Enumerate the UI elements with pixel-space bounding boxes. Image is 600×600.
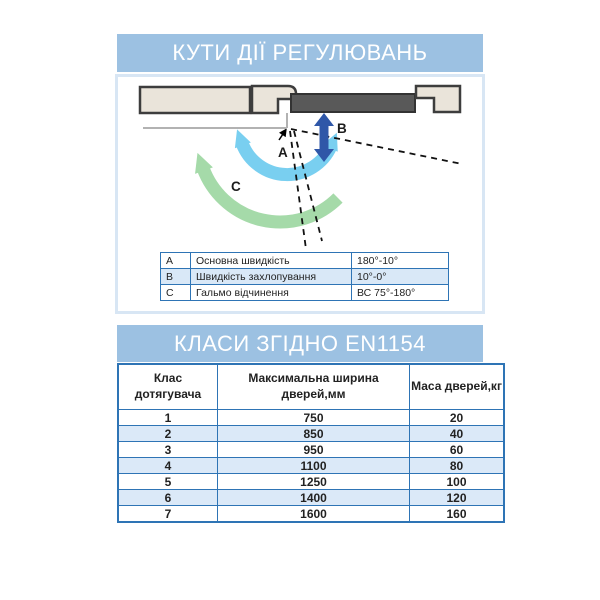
label-a: A bbox=[278, 145, 288, 160]
width-cell: 1250 bbox=[218, 474, 410, 490]
table-row bbox=[161, 285, 449, 301]
en1154-classes-table bbox=[117, 363, 505, 523]
width-cell: 1600 bbox=[218, 506, 410, 523]
class-cell: 3 bbox=[118, 442, 218, 458]
mass-cell: 20 bbox=[410, 410, 505, 426]
table-row bbox=[161, 253, 449, 269]
mass-cell: 100 bbox=[410, 474, 505, 490]
slide-rail bbox=[291, 94, 415, 112]
mass-cell: 160 bbox=[410, 506, 505, 523]
table-row bbox=[118, 490, 504, 506]
width-cell: 850 bbox=[218, 426, 410, 442]
column-header-mass: Маса дверей,кг bbox=[410, 364, 505, 410]
column-header-width: Максимальна ширина дверей,мм bbox=[218, 364, 410, 410]
table-row bbox=[118, 458, 504, 474]
class-cell: 4 bbox=[118, 458, 218, 474]
class-cell: 7 bbox=[118, 506, 218, 523]
table-row bbox=[118, 442, 504, 458]
door-closer-diagram bbox=[118, 77, 482, 253]
table-header-row bbox=[118, 364, 504, 410]
adjustment-key: B bbox=[161, 269, 191, 285]
adjustment-label: Основна швидкість bbox=[191, 253, 352, 269]
width-cell: 750 bbox=[218, 410, 410, 426]
label-c: C bbox=[231, 179, 241, 194]
table-row bbox=[118, 506, 504, 523]
adjustment-key: A bbox=[161, 253, 191, 269]
angles-panel bbox=[115, 74, 485, 314]
door-open-dashed-line-1 bbox=[290, 131, 306, 249]
class-cell: 5 bbox=[118, 474, 218, 490]
width-cell: 1400 bbox=[218, 490, 410, 506]
adjustment-label: Гальмо відчинення bbox=[191, 285, 352, 301]
adjustment-value: 180°-10° bbox=[352, 253, 449, 269]
adjustment-key: C bbox=[161, 285, 191, 301]
adjustment-label: Швидкість захлопування bbox=[191, 269, 352, 285]
table-row bbox=[118, 474, 504, 490]
pivot-pointer-arrow bbox=[279, 131, 285, 140]
adjustments-table bbox=[160, 252, 449, 301]
angles-section-title: КУТИ ДІЇ РЕГУЛЮВАНЬ bbox=[117, 34, 483, 72]
class-cell: 1 bbox=[118, 410, 218, 426]
wall-section bbox=[140, 87, 250, 113]
mass-cell: 120 bbox=[410, 490, 505, 506]
frame-profile bbox=[252, 86, 296, 113]
column-header-class: Клас дотягувача bbox=[118, 364, 218, 410]
adjustment-value: ВС 75°-180° bbox=[352, 285, 449, 301]
table-row bbox=[118, 426, 504, 442]
class-cell: 6 bbox=[118, 490, 218, 506]
mass-cell: 60 bbox=[410, 442, 505, 458]
mass-cell: 80 bbox=[410, 458, 505, 474]
class-cell: 2 bbox=[118, 426, 218, 442]
frame-profile-right bbox=[416, 86, 460, 112]
width-cell: 950 bbox=[218, 442, 410, 458]
table-row bbox=[161, 269, 449, 285]
table-row bbox=[118, 410, 504, 426]
label-b: B bbox=[337, 121, 347, 136]
classes-section-title: КЛАСИ ЗГІДНО EN1154 bbox=[117, 325, 483, 362]
width-cell: 1100 bbox=[218, 458, 410, 474]
adjustment-value: 10°-0° bbox=[352, 269, 449, 285]
mass-cell: 40 bbox=[410, 426, 505, 442]
